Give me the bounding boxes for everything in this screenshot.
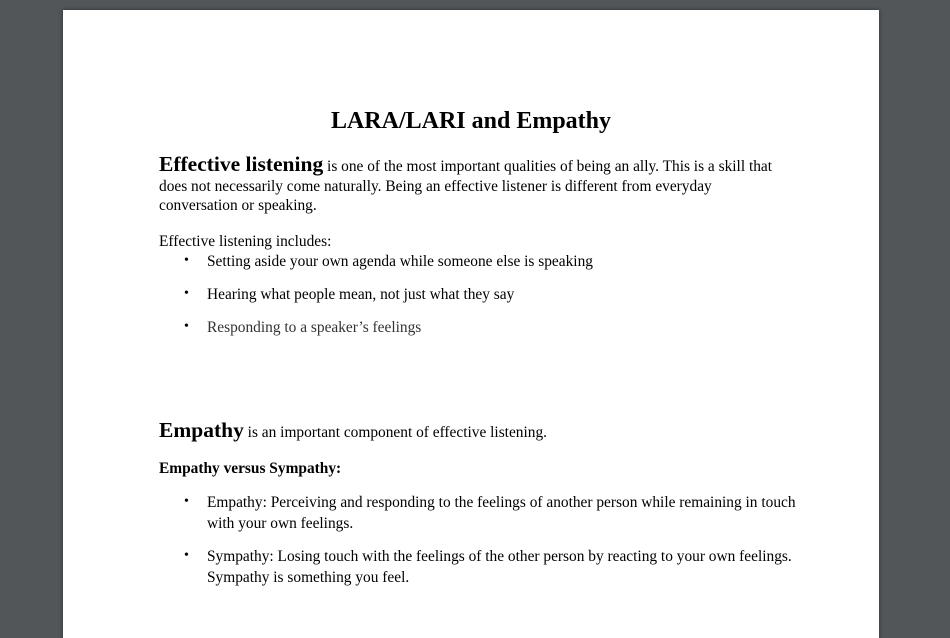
- document-page: [63, 10, 879, 638]
- list-item-text: Empathy: Perceiving and responding to the feelings of another person while remaining in touch with your own feelings.: [207, 494, 796, 532]
- list-item-text: Sympathy: Losing touch with the feelings of the other person by reacting to your own feelings. Sympathy is something you feel.: [207, 548, 792, 586]
- bullet-icon: •: [184, 253, 189, 268]
- bullet-icon: •: [184, 286, 189, 301]
- bullet-icon: •: [184, 548, 189, 563]
- list-item-text: Setting aside your own agenda while someone else is speaking: [207, 253, 593, 270]
- list-item-text: Responding to a speaker’s feelings: [207, 319, 422, 336]
- intro-text: is one of the most important qualities of being an ally. This is a skill that does not necessarily come naturally. Being an effective listener is different from everyday conversation or speaking.: [159, 158, 773, 214]
- document-title: LARA/LARI and Empathy: [330, 108, 612, 134]
- bullet-icon: •: [184, 319, 189, 334]
- empathy-text: is an important component of effective listening.: [243, 424, 548, 441]
- versus-heading: Empathy versus Sympathy:: [159, 460, 342, 477]
- list-item-text: Hearing what people mean, not just what they say: [207, 286, 515, 303]
- includes-label: Effective listening includes:: [159, 233, 332, 250]
- bullet-icon: •: [184, 494, 189, 509]
- empathy-paragraph: [159, 418, 779, 443]
- intro-paragraph: [159, 152, 779, 216]
- empathy-lead: Empathy: [159, 418, 244, 442]
- intro-lead: Effective listening: [159, 152, 324, 176]
